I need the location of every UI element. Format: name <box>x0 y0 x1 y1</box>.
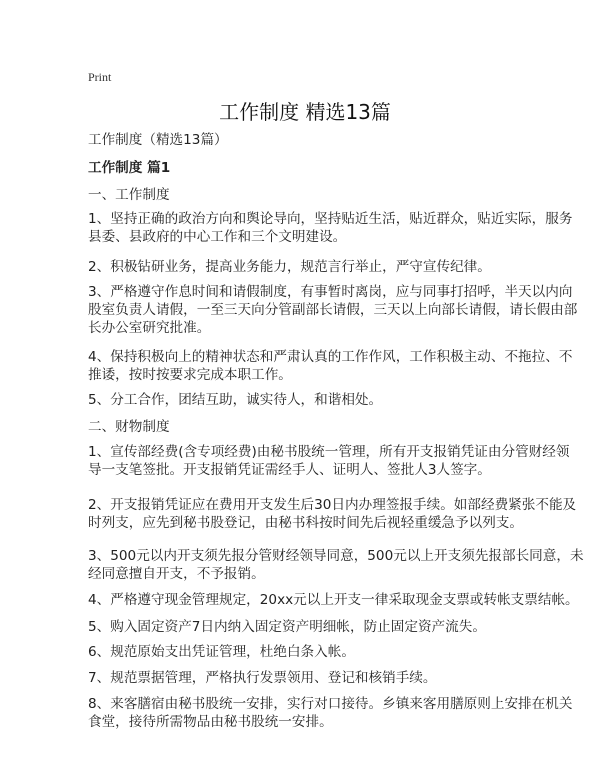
paragraph: 7、规范票据管理，严格执行发票领用、登记和核销手续。 <box>88 670 437 686</box>
paragraph: 3、500元以内开支须先报分管财经领导同意，500元以上开支须先报部长同意，未 经同意擅自开支，不予报销。 <box>88 548 584 582</box>
section-heading: 工作制度 篇1 <box>88 160 171 176</box>
paragraph: 5、分工合作，团结互助，诚实待人，和谐相处。 <box>88 392 383 408</box>
paragraph: 2、积极钻研业务，提高业务能力，规范言行举止，严守宣传纪律。 <box>88 259 491 275</box>
subtitle: 工作制度（精选13篇） <box>88 132 228 148</box>
paragraph: 1、坚持正确的政治方向和舆论导向，坚持贴近生活，贴近群众，贴近实际，服务 县委、县政府的中心工作和三个文明建设。 <box>88 211 573 245</box>
paragraph: 5、购入固定资产7日内纳入固定资产明细帐，防止固定资产流失。 <box>88 619 486 635</box>
part1-heading: 一、工作制度 <box>88 187 170 203</box>
paragraph: 2、开支报销凭证应在费用开支发生后30日内办理签报手续。如部经费紧张不能及 时列支，应先到秘书股登记，由秘书科按时间先后视轻重缓急予以列支。 <box>88 497 577 531</box>
paragraph: 4、严格遵守现金管理规定，20xx元以上开支一律采取现金支票或转帐支票结帐。 <box>88 592 579 608</box>
paragraph: 6、规范原始支出凭证管理，杜绝白条入帐。 <box>88 644 355 660</box>
paragraph: 3、严格遵守作息时间和请假制度，有事暂时离岗，应与同事打招呼，半天以内向 股室负责人请假，一至三天向分管副部长请假，三天以上向部长请假，请长假由部 长办公室研究批准。 <box>88 284 578 336</box>
paragraph: 1、宣传部经费(含专项经费)由秘书股统一管理，所有开支报销凭证由分管财经领 导一支笔签批。开支报销凭证需经手人、证明人、签批人3人签字。 <box>88 444 570 478</box>
page-title: 工作制度 精选13篇 <box>219 100 391 124</box>
print-link[interactable]: Print <box>88 70 112 84</box>
paragraph: 4、保持积极向上的精神状态和严肃认真的工作作风，工作积极主动、不拖拉、不 推诿，按时按要求完成本职工作。 <box>88 349 573 383</box>
part2-heading: 二、财物制度 <box>88 419 170 435</box>
paragraph: 8、来客膳宿由秘书股统一安排，实行对口接待。乡镇来客用膳原则上安排在机关 食堂，接待所需物品由秘书股统一安排。 <box>88 696 573 730</box>
